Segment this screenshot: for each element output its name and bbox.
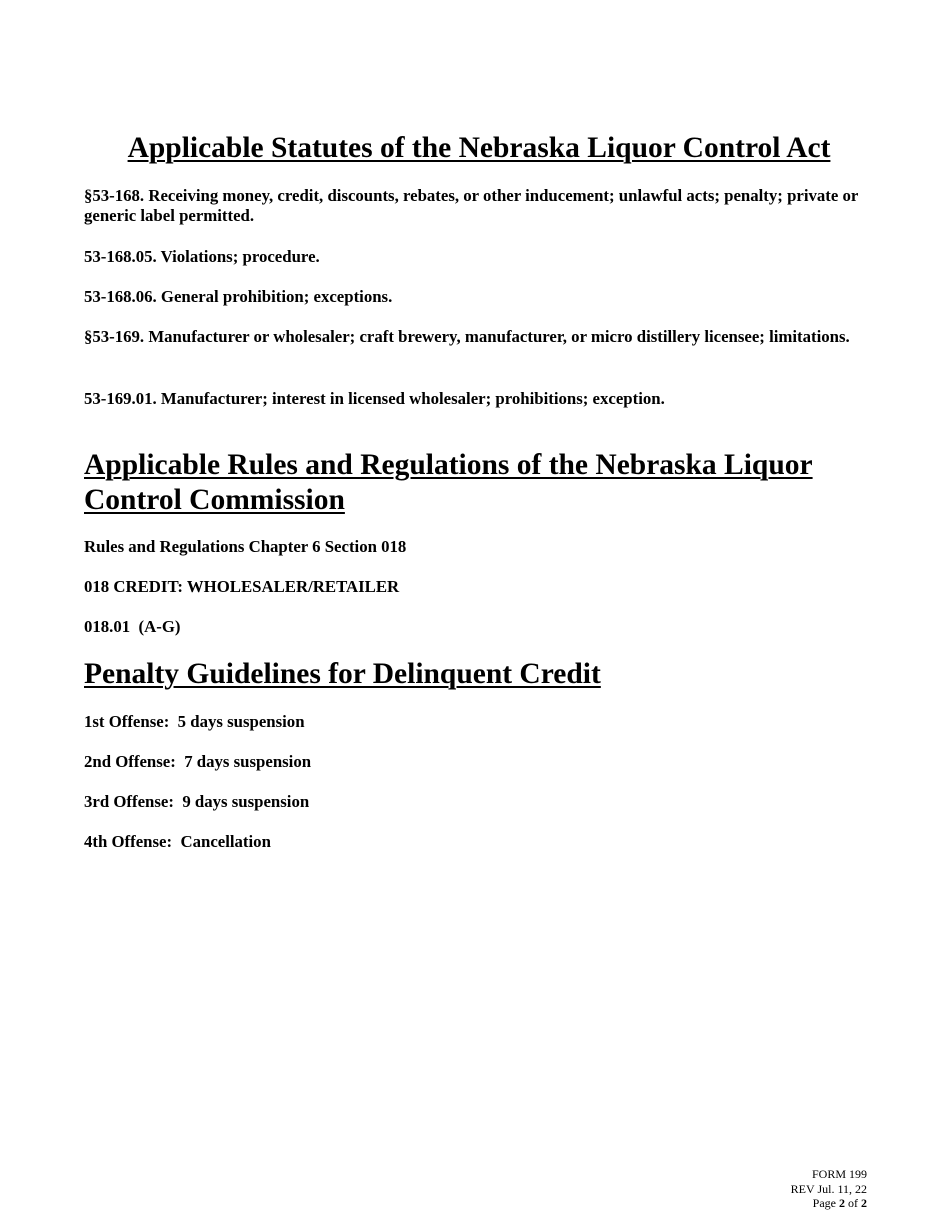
statute-item: §53-169. Manufacturer or wholesaler; craft brewery, manufacturer, or micro distillery licensee; limitations. xyxy=(84,327,850,346)
penalty-heading: Penalty Guidelines for Delinquent Credit xyxy=(84,658,601,690)
penalty-item: 1st Offense: 5 days suspension xyxy=(84,712,305,731)
statute-item: 53-169.01. Manufacturer; interest in licensed wholesaler; prohibitions; exception. xyxy=(84,389,665,408)
form-footer xyxy=(791,1167,867,1211)
page-label: Page xyxy=(812,1196,836,1210)
page-current: 2 xyxy=(839,1196,845,1210)
revision-date: REV Jul. 11, 22 xyxy=(790,1181,867,1196)
penalty-item: 3rd Offense: 9 days suspension xyxy=(84,792,310,811)
rule-item: Rules and Regulations Chapter 6 Section 018 xyxy=(84,537,407,556)
statute-item: 53-168.05. Violations; procedure. xyxy=(84,247,320,266)
rule-item: 018.01 (A-G) xyxy=(84,617,181,636)
statute-item: §53-168. Receiving money, credit, discounts, rebates, or other inducement; unlawful acts; penalty; private or generic label permitted. xyxy=(84,186,863,225)
rules-heading: Applicable Rules and Regulations of the Nebraska Liquor Control Commission xyxy=(84,449,813,516)
penalty-item: 2nd Offense: 7 days suspension xyxy=(84,752,312,771)
statute-item: 53-168.06. General prohibition; exceptions. xyxy=(84,287,393,306)
form-number: FORM 199 xyxy=(811,1167,867,1181)
page-number xyxy=(791,1196,867,1211)
page-total: 2 xyxy=(861,1196,867,1210)
page-of: of xyxy=(848,1196,858,1210)
penalty-item: 4th Offense: Cancellation xyxy=(84,832,271,851)
rule-item: 018 CREDIT: WHOLESALER/RETAILER xyxy=(84,577,400,596)
statutes-heading: Applicable Statutes of the Nebraska Liquor Control Act xyxy=(127,132,831,164)
